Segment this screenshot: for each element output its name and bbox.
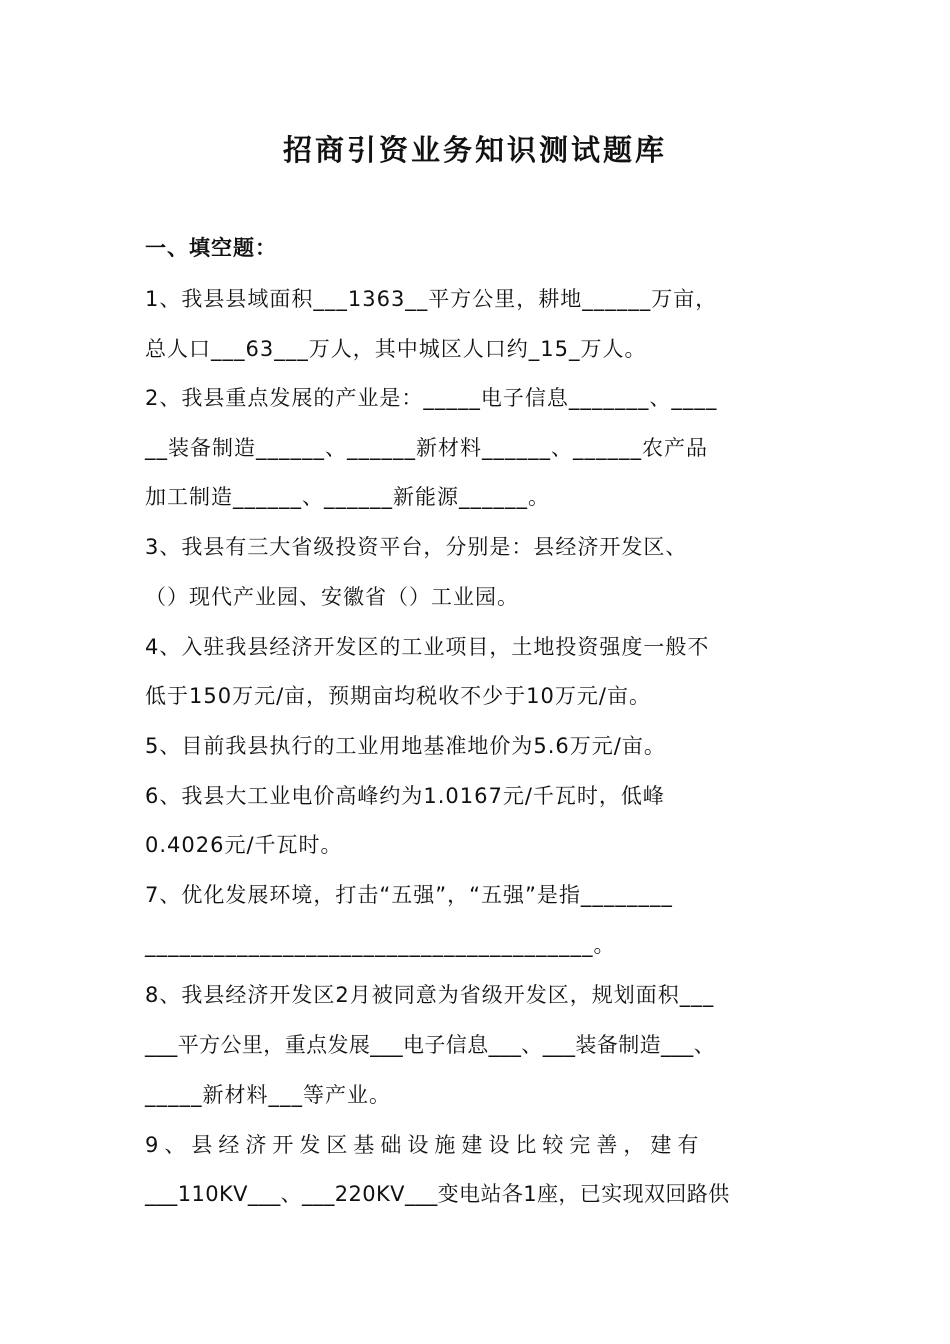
question-line: 7、优化发展环境，打击“五强”，“五强”是指________ [145, 883, 673, 907]
question-line: 8、我县经济开发区2月被同意为省级开发区，规划面积___ [145, 983, 715, 1007]
question-line: 总人口___63___万人，其中城区人口约_15_万人。 [145, 337, 647, 361]
question-line: 3、我县有三大省级投资平台，分别是：县经济开发区、 [145, 535, 688, 559]
question-line: 2、我县重点发展的产业是：_____电子信息_______、____ [145, 386, 718, 410]
question-line: _____新材料___等产业。 [145, 1083, 391, 1107]
question-line: __装备制造______、______新材料______、______农产品 [145, 436, 708, 460]
question-line: 1、我县县域面积___1363__平方公里，耕地______万亩， [145, 287, 718, 311]
question-line: 加工制造______、______新能源______。 [145, 485, 550, 509]
question-line: 0.4026元/千瓦时。 [145, 833, 343, 857]
question-line: ___平方公里，重点发展___电子信息___、___装备制造___、 [145, 1033, 716, 1057]
question-line: 低于150万元/亩，预期亩均税收不少于10万元/亩。 [145, 684, 651, 708]
question-line: _______________________________________。 [145, 933, 616, 957]
question-line: ___110KV___、___220KV___变电站各1座，已实现双回路供 [145, 1182, 730, 1206]
question-line: 9、县经济开发区基础设施建设比较完善，建有 [145, 1133, 705, 1157]
section-heading: 一、填空题： [145, 236, 277, 260]
question-line: （）现代产业园、安徽省（）工业园。 [145, 585, 519, 609]
question-line: 5、目前我县执行的工业用地基准地价为5.6万元/亩。 [145, 734, 666, 758]
question-line: 4、入驻我县经济开发区的工业项目，土地投资强度一般不 [145, 635, 710, 659]
question-line: 6、我县大工业电价高峰约为1.0167元/千瓦时，低峰 [145, 784, 665, 808]
document-title: 招商引资业务知识测试题库 [282, 133, 667, 167]
